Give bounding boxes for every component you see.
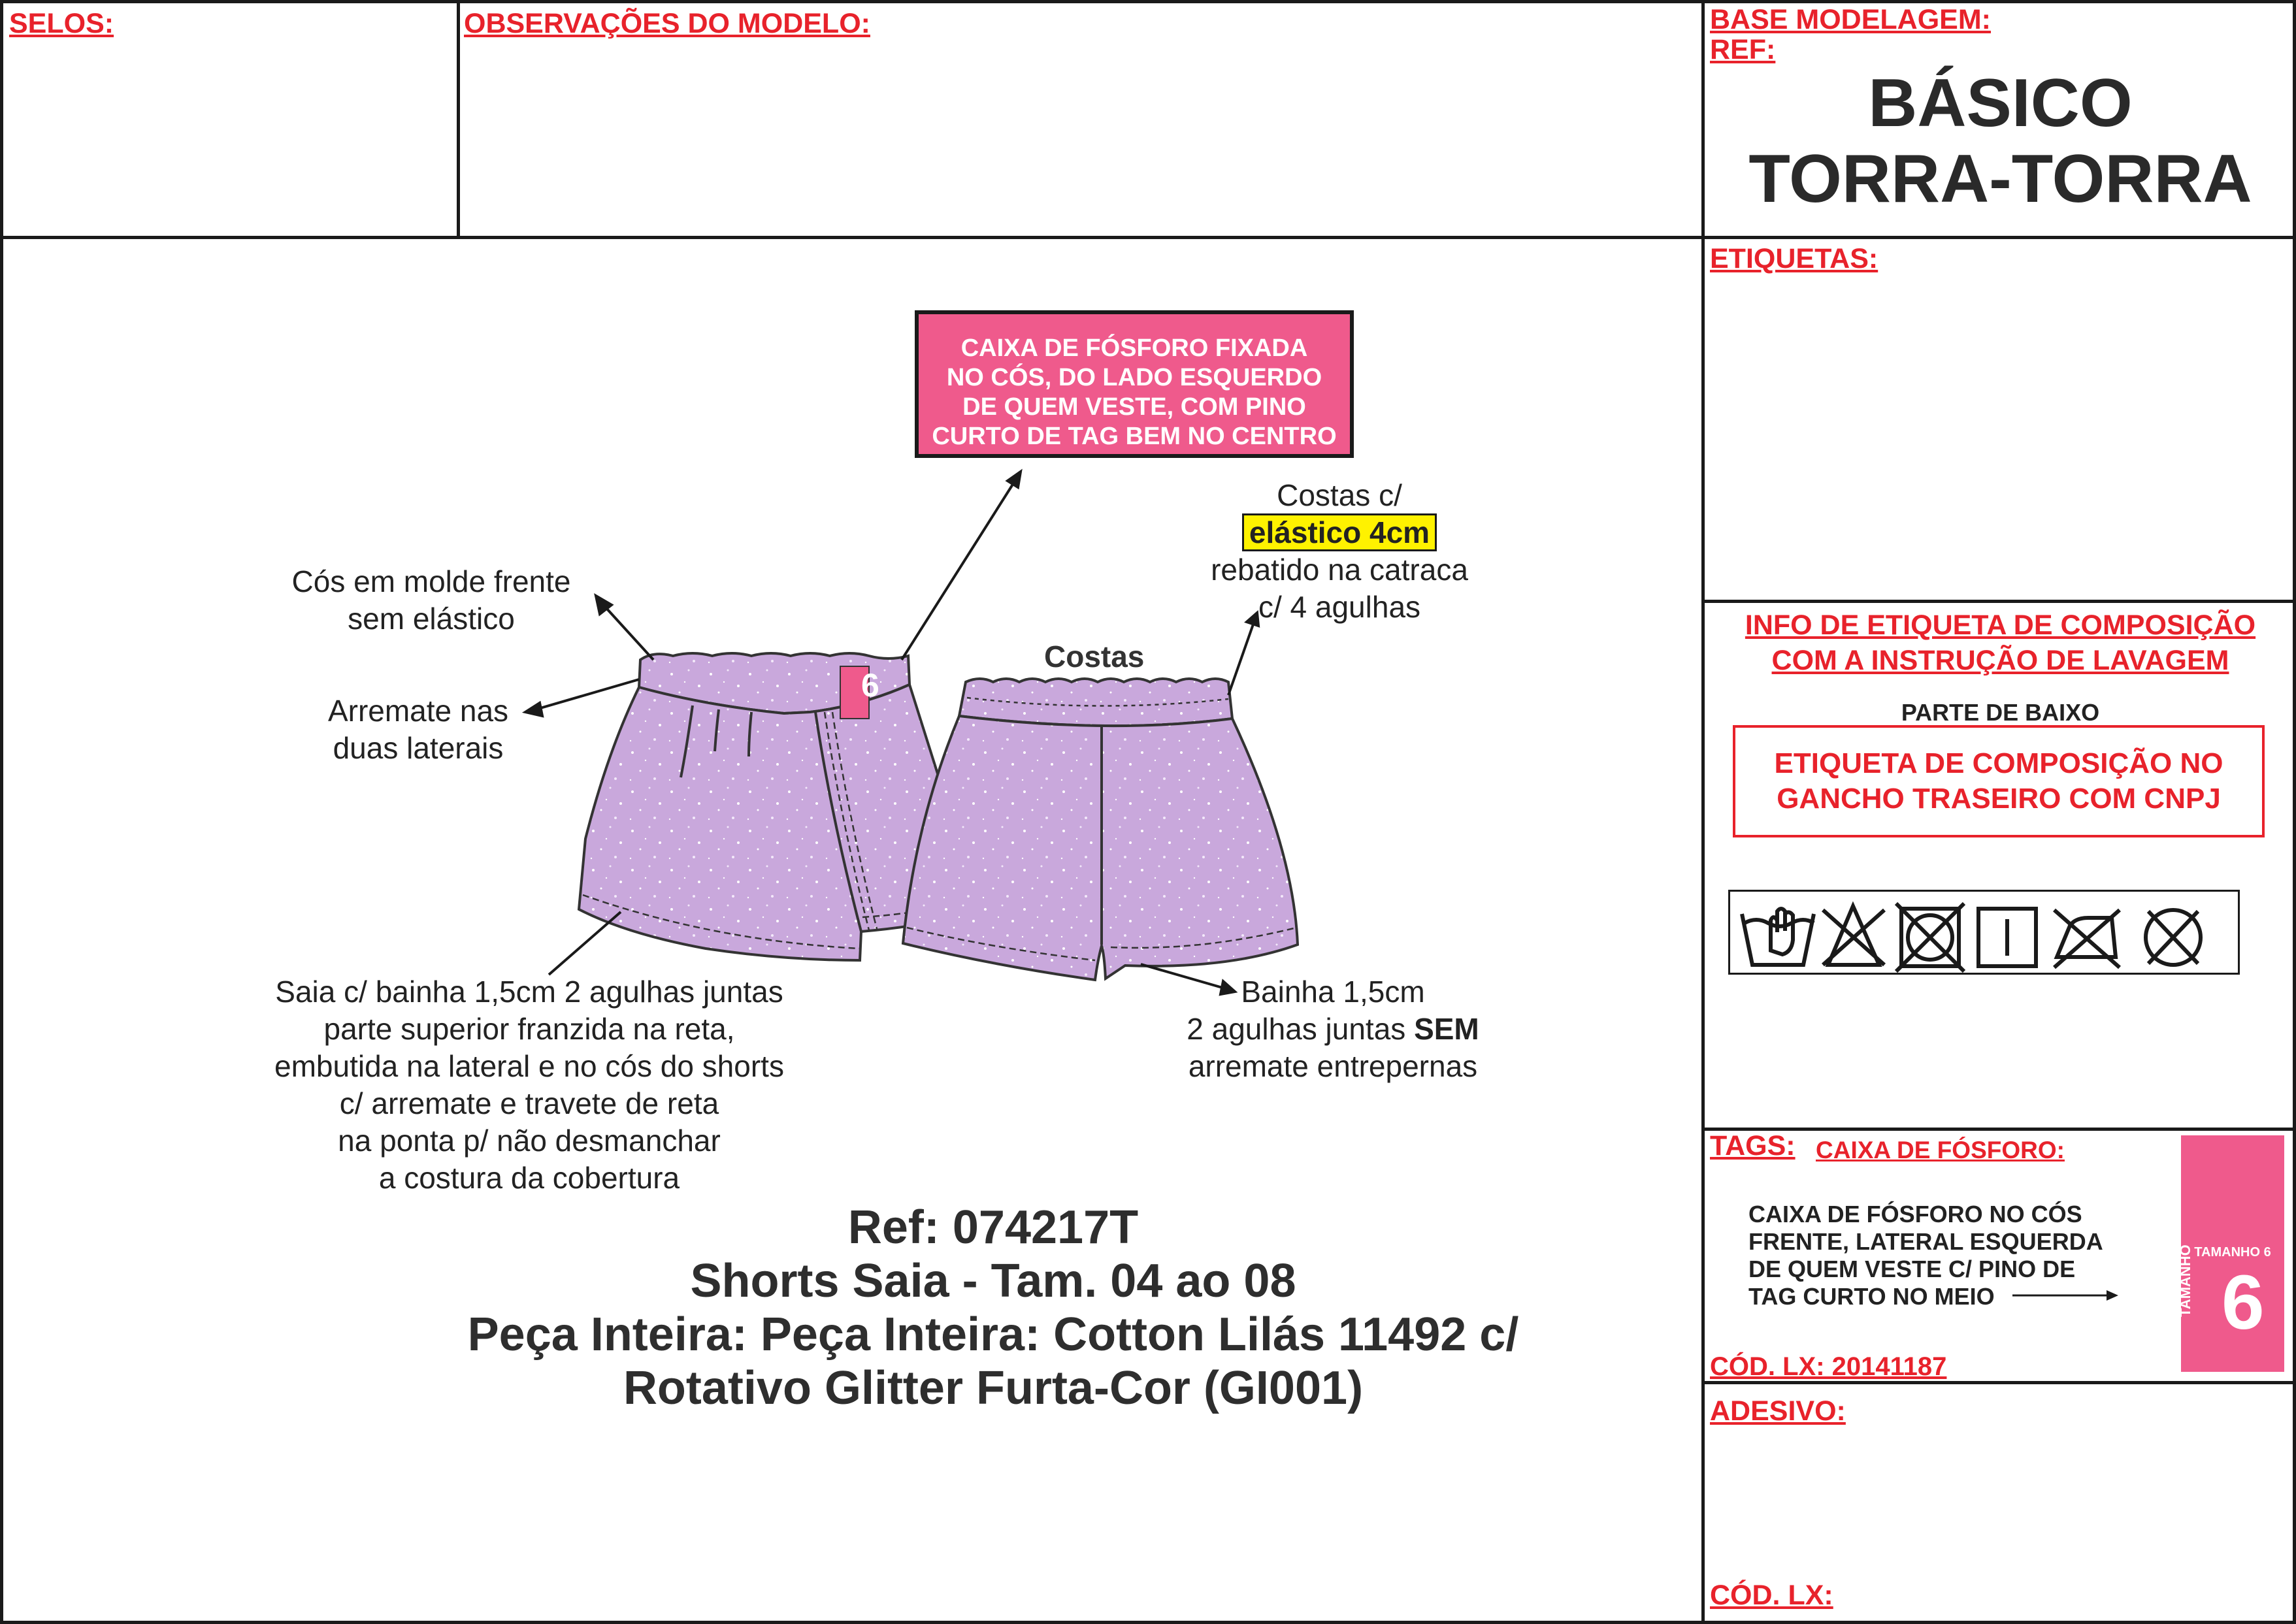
costas-note-line3: rebatido na catraca: [1211, 553, 1468, 587]
info-title-line2: COM A INSTRUÇÃO DE LAVAGEM: [1771, 645, 2229, 676]
product-name: Shorts Saia - Tam. 04 ao 08: [690, 1255, 1296, 1307]
bainha-note: [1150, 973, 1516, 1085]
cos-note-line2: sem elástico: [348, 602, 515, 636]
tag-number: 6: [2222, 1259, 2265, 1346]
tag-text-line4-label: TAG CURTO NO MEIO: [1748, 1283, 1995, 1310]
tag-text-line1: CAIXA DE FÓSFORO NO CÓS: [1748, 1201, 2082, 1227]
parte-label: PARTE DE BAIXO: [1901, 699, 2100, 726]
cos-note-line1: Cós em molde frente: [291, 564, 571, 598]
cos-note: [261, 563, 601, 638]
base-title-line2: TORRA-TORRA: [1748, 141, 2252, 217]
tag-size-text: TAMANHO 6: [2194, 1245, 2271, 1259]
costas-note-highlight-row: [1170, 514, 1509, 551]
cod-lx-bottom: CÓD. LX:: [1710, 1580, 1833, 1611]
tag-text-line3: DE QUEM VESTE C/ PINO DE: [1748, 1256, 2076, 1282]
back-shorts: [903, 679, 1298, 980]
saia-line3: embutida na lateral e no cós do shorts: [274, 1049, 784, 1083]
observacoes-label: OBSERVAÇÕES DO MODELO:: [464, 8, 870, 39]
tags-label: TAGS:: [1710, 1130, 1796, 1161]
saia-line6: a costura da cobertura: [378, 1161, 680, 1195]
bainha-line3: arremate entrepernas: [1188, 1049, 1478, 1083]
bainha-line2-a: 2 agulhas juntas: [1187, 1012, 1415, 1046]
etiquetas-label: ETIQUETAS:: [1710, 243, 1878, 274]
costas-note-highlight: elástico 4cm: [1242, 513, 1437, 551]
costas-note-line4: c/ 4 agulhas: [1258, 590, 1421, 624]
costas-note: [1170, 477, 1509, 626]
base-modelagem-label: BASE MODELAGEM:: [1710, 4, 1991, 35]
front-tag-number: 6: [861, 667, 879, 704]
pink-note-line3: DE QUEM VESTE, COM PINO: [962, 393, 1306, 421]
caixa-label: CAIXA DE FÓSFORO:: [1816, 1137, 2065, 1163]
ref-label: REF:: [1710, 34, 1776, 65]
tag-text-line2: FRENTE, LATERAL ESQUERDA: [1748, 1228, 2103, 1255]
etiqueta-box-line1: ETIQUETA DE COMPOSIÇÃO NO: [1774, 747, 2223, 779]
saia-note: [216, 973, 843, 1197]
info-title-line1: INFO DE ETIQUETA DE COMPOSIÇÃO: [1745, 609, 2256, 641]
bainha-line2: [1150, 1011, 1516, 1048]
bainha-line1: Bainha 1,5cm: [1241, 975, 1425, 1009]
pink-note-line1: CAIXA DE FÓSFORO FIXADA: [960, 334, 1308, 362]
arremate-line1: Arremate nas: [327, 694, 509, 728]
ref-code: Ref: 074217T: [847, 1201, 1139, 1254]
arremate-note: [287, 692, 549, 767]
product-info: [366, 1201, 1620, 1415]
adesivo-label: ADESIVO:: [1710, 1395, 1846, 1427]
cod-lx: CÓD. LX: 20141187: [1710, 1352, 1947, 1381]
saia-line4: c/ arremate e travete de reta: [339, 1086, 719, 1120]
base-title-line1: BÁSICO: [1868, 65, 2133, 141]
etiqueta-box-line2: GANCHO TRASEIRO COM CNPJ: [1777, 783, 2221, 815]
pink-note-line4: CURTO DE TAG BEM NO CENTRO: [932, 423, 1337, 450]
arremate-line2: duas laterais: [333, 731, 504, 765]
tag-vertical-text: TAMANHO: [2177, 1244, 2193, 1317]
pink-note-line2: NO CÓS, DO LADO ESQUERDO: [946, 364, 1322, 391]
costas-title: Costas: [1044, 640, 1145, 674]
saia-line1: Saia c/ bainha 1,5cm 2 agulhas juntas: [275, 975, 783, 1009]
costas-note-line1: Costas c/: [1277, 478, 1402, 512]
fabric-line2: Rotativo Glitter Furta-Cor (GI001): [623, 1362, 1364, 1414]
selos-label: SELOS:: [9, 8, 114, 39]
saia-line5: na ponta p/ não desmanchar: [338, 1124, 721, 1158]
fabric-line1: Peça Inteira: Peça Inteira: Cotton Lilás 11492 c/: [467, 1308, 1519, 1361]
bainha-line2-b: SEM: [1414, 1012, 1479, 1046]
saia-line2: parte superior franzida na reta,: [323, 1012, 735, 1046]
